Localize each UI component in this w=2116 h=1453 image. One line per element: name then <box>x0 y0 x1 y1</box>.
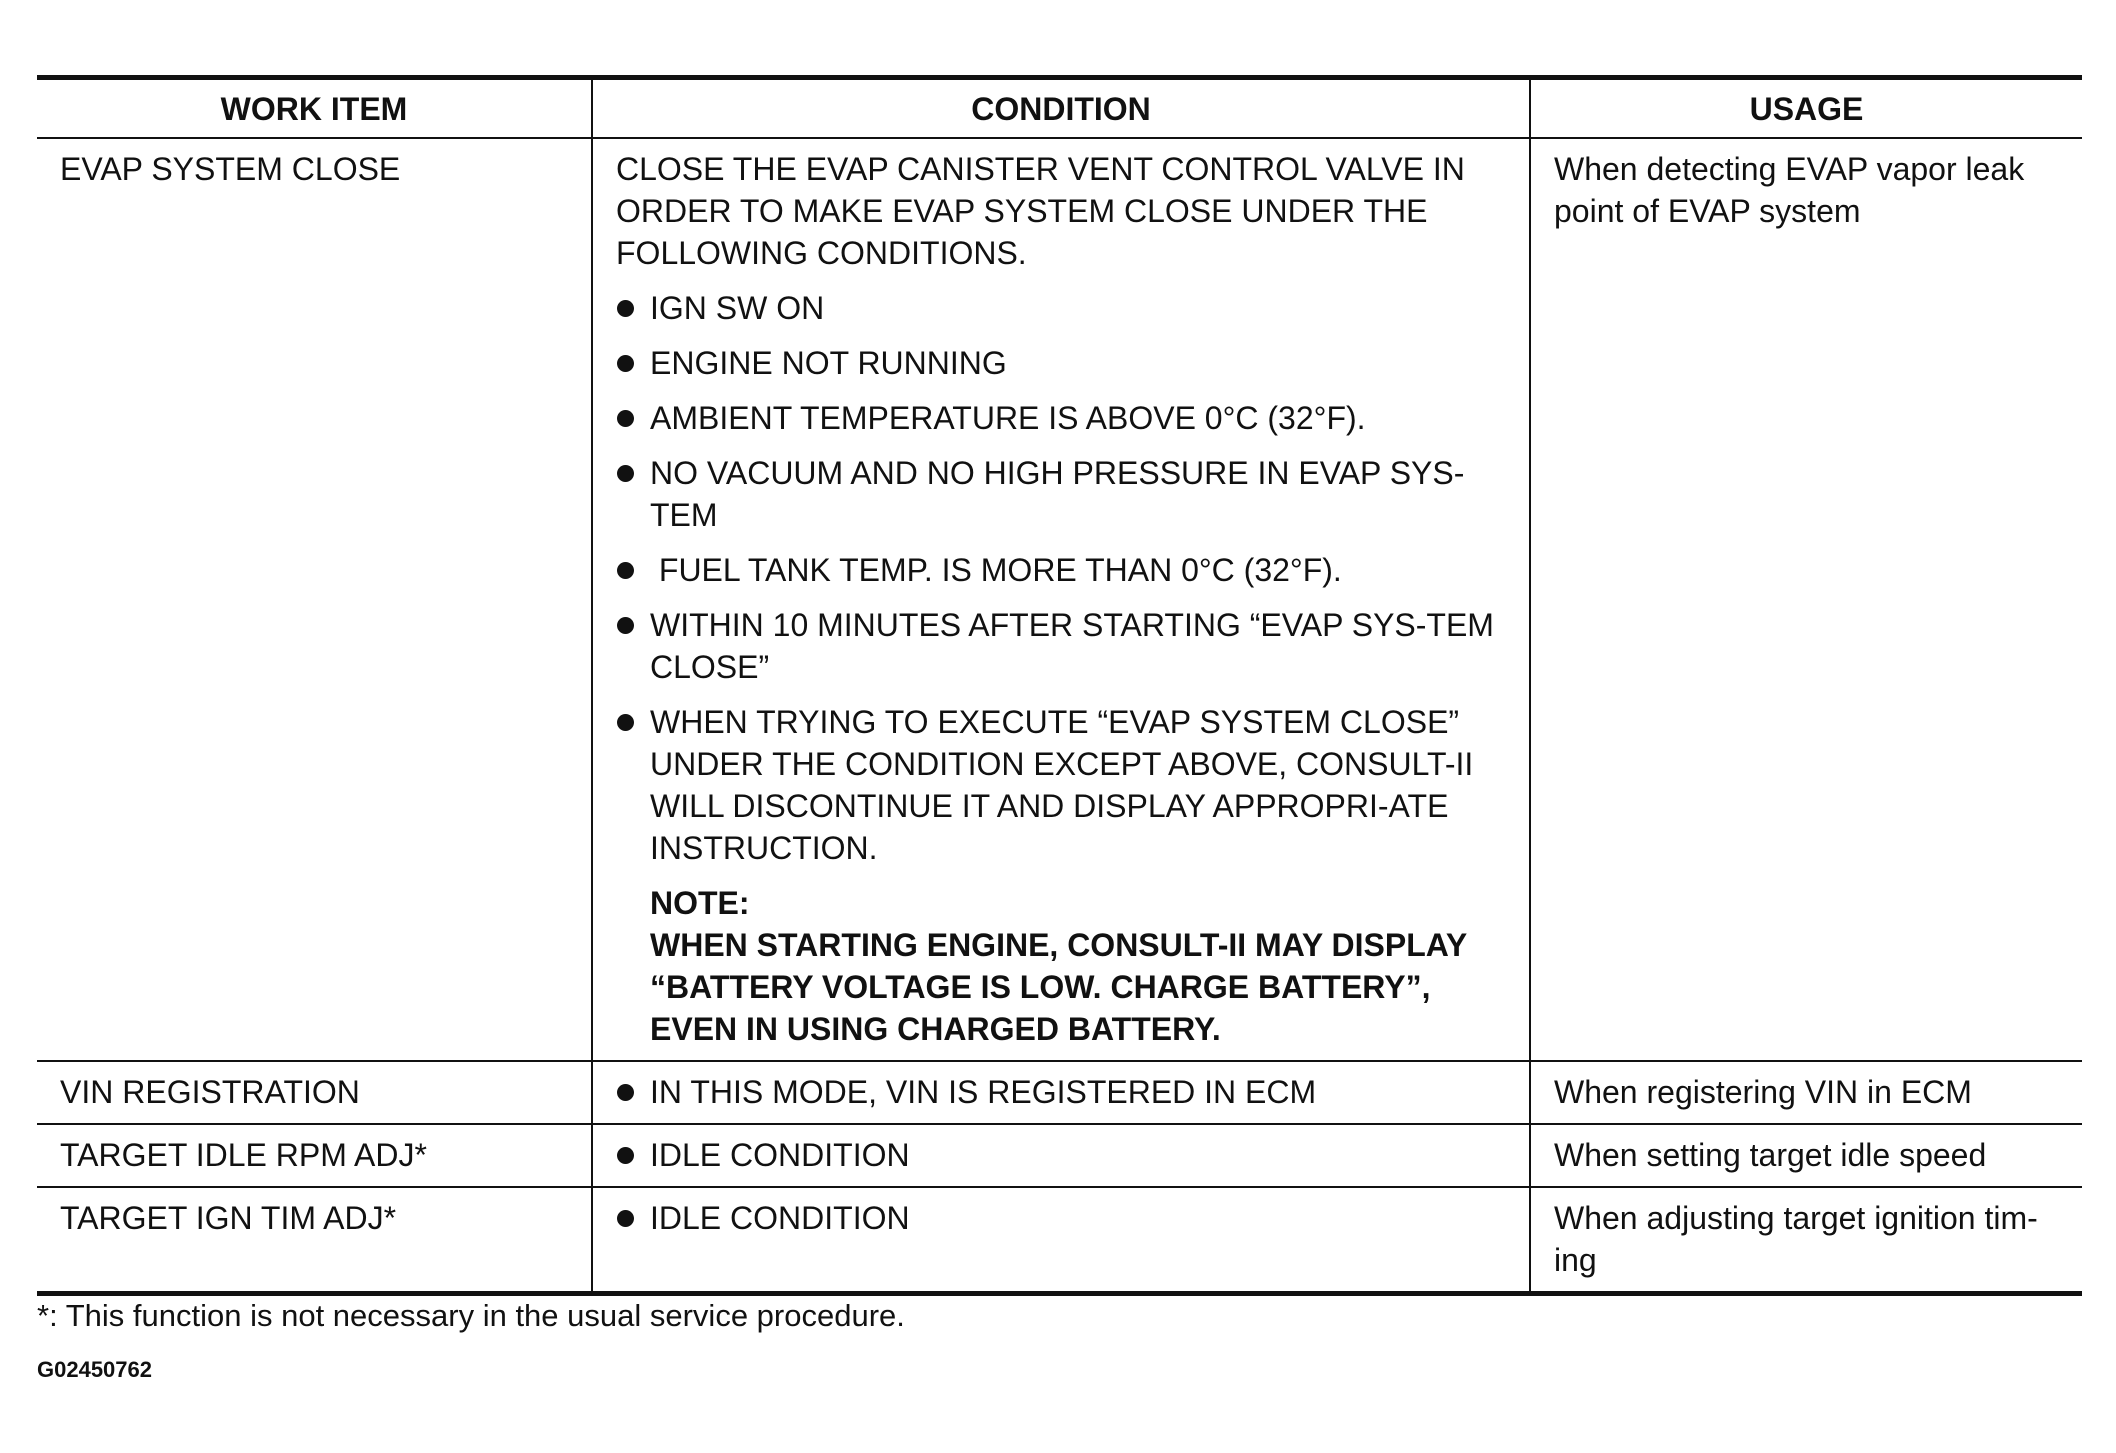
usage-cell: When adjusting target ignition tim-ing <box>1530 1187 2082 1294</box>
header-usage: USAGE <box>1530 78 2082 139</box>
note-block <box>616 882 1513 1050</box>
bullet-icon <box>617 1210 634 1227</box>
condition-item: ENGINE NOT RUNNING <box>616 342 1513 384</box>
header-condition: CONDITION <box>592 78 1530 139</box>
usage-cell: When registering VIN in ECM <box>1530 1061 2082 1124</box>
condition-list <box>616 1071 1513 1113</box>
condition-cell <box>592 138 1530 1061</box>
work-item-cell: TARGET IGN TIM ADJ* <box>37 1187 592 1294</box>
condition-item: WITHIN 10 MINUTES AFTER STARTING “EVAP SYS-TEM CLOSE” <box>616 604 1513 688</box>
condition-item: AMBIENT TEMPERATURE IS ABOVE 0°C (32°F). <box>616 397 1513 439</box>
condition-item: WHEN TRYING TO EXECUTE “EVAP SYSTEM CLOSE” UNDER THE CONDITION EXCEPT ABOVE, CONSULT-II WILL DISCONTINUE IT AND DISPLAY APPROPRI-ATE INSTRUCTION. <box>616 701 1513 869</box>
bullet-icon <box>617 300 634 317</box>
bullet-icon <box>617 355 634 372</box>
table-row <box>37 1187 2082 1294</box>
table-row <box>37 138 2082 1061</box>
condition-item: IDLE CONDITION <box>616 1197 1513 1239</box>
work-item-cell: EVAP SYSTEM CLOSE <box>37 138 592 1061</box>
table-row <box>37 1124 2082 1187</box>
condition-item: FUEL TANK TEMP. IS MORE THAN 0°C (32°F). <box>616 549 1513 591</box>
header-work-item: WORK ITEM <box>37 78 592 139</box>
work-item-cell: VIN REGISTRATION <box>37 1061 592 1124</box>
bullet-icon <box>617 1147 634 1164</box>
work-item-cell: TARGET IDLE RPM ADJ* <box>37 1124 592 1187</box>
bullet-icon <box>617 410 634 427</box>
usage-cell: When setting target idle speed <box>1530 1124 2082 1187</box>
note-text: WHEN STARTING ENGINE, CONSULT-II MAY DISPLAY “BATTERY VOLTAGE IS LOW. CHARGE BATTERY”, EVEN IN USING CHARGED BATTERY. <box>650 927 1467 1047</box>
table-row <box>37 1061 2082 1124</box>
work-item-table <box>37 75 2082 1296</box>
condition-list <box>616 287 1513 869</box>
usage-cell: When detecting EVAP vapor leak point of EVAP system <box>1530 138 2082 1061</box>
condition-item: IN THIS MODE, VIN IS REGISTERED IN ECM <box>616 1071 1513 1113</box>
condition-item: IGN SW ON <box>616 287 1513 329</box>
figure-code: G02450762 <box>37 1357 152 1382</box>
table-header-row <box>37 78 2082 139</box>
condition-item: NO VACUUM AND NO HIGH PRESSURE IN EVAP SYS-TEM <box>616 452 1513 536</box>
bullet-icon <box>617 465 634 482</box>
condition-intro: CLOSE THE EVAP CANISTER VENT CONTROL VALVE IN ORDER TO MAKE EVAP SYSTEM CLOSE UNDER THE FOLLOWING CONDITIONS. <box>616 151 1465 271</box>
bullet-icon <box>617 714 634 731</box>
condition-list <box>616 1134 1513 1176</box>
bullet-icon <box>617 562 634 579</box>
work-item-table-container <box>37 75 2082 1296</box>
bullet-icon <box>617 1084 634 1101</box>
condition-cell <box>592 1061 1530 1124</box>
note-label: NOTE: <box>650 885 750 921</box>
condition-item: IDLE CONDITION <box>616 1134 1513 1176</box>
condition-list <box>616 1197 1513 1239</box>
footnote: *: This function is not necessary in the usual service procedure. <box>37 1298 905 1333</box>
condition-cell <box>592 1124 1530 1187</box>
bullet-icon <box>617 617 634 634</box>
condition-cell <box>592 1187 1530 1294</box>
